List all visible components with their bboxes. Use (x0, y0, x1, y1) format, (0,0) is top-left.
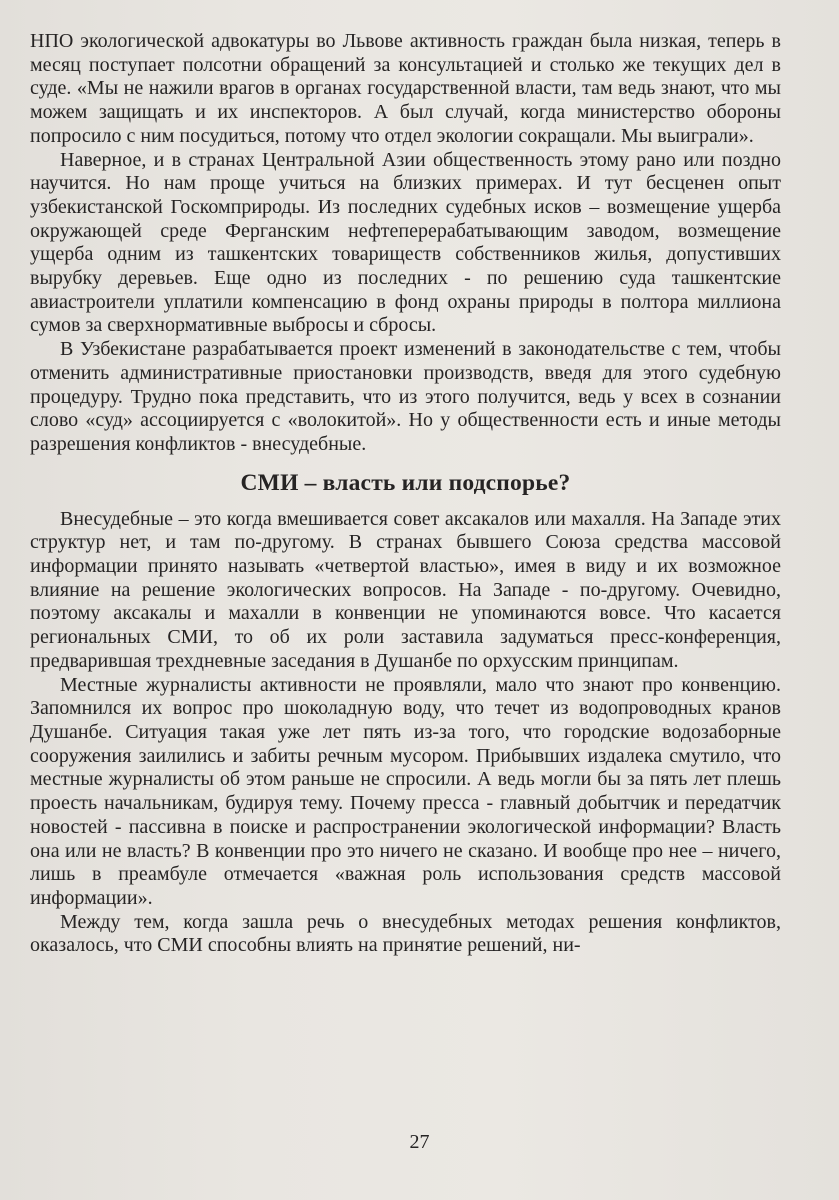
paragraph-lviv-ngo: НПО экологической адвокатуры во Львове активность граждан была низкая, теперь в месяц поступает полсотни обращений за консультацией и столько же текущих дел в суде. «Мы не нажили врагов в органах государственной власти, там ведь знают, что мы можем защищать и их инспекторов. А был случай, когда министерство обороны попросило с ним посудиться, потому что отдел экологии сокращали. Мы выиграли». (30, 30, 781, 147)
section-heading: СМИ – власть или подспорье? (240, 469, 571, 496)
paragraph-extrajudicial: Внесудебные – это когда вмешивается совет аксакалов или махалля. На Западе этих структур нет, и там по-другому. В странах бывшего Союза средства массовой информации принято называть «четвертой властью», имея в виду и их возможное влияние на решение экологических вопросов. На Западе - по-другому. Очевидно, поэтому аксакалы и махалли в конвенции не упоминаются вовсе. Что касается региональных СМИ, то об их роли заставила задуматься пресс-конференция, предварившая трехдневные заседания в Душанбе по орхусским принципам. (30, 507, 781, 672)
paragraph-central-asia: Наверное, и в странах Центральной Азии общественность этому рано или поздно научится. Но нам проще учиться на близких примерах. И тут бесценен опыт узбекистанской Госкомприроды. Из последних судебных исков – возмещение ущерба окружающей среде Ферганским нефтеперерабатывающим заводом, возмещение ущерба одним из ташкентских товариществ собственников жилья, допустивших вырубку деревьев. Еще одно из последних - по решению суда ташкентские авиастроители уплатили компенсацию в фонд охраны природы в полтора миллиона сумов за сверхнормативные выбросы и сбросы. (30, 148, 781, 337)
paragraph-uzbekistan-legislation: В Узбекистане разрабатывается проект изменений в законодательстве с тем, чтобы отменить административные приостановки производств, введя для этого судебную процедуру. Трудно пока представить, что из этого получится, ведь у всех в сознании слово «суд» ассоциируется с «волокитой». Но у общественности есть и иные методы разрешения конфликтов - внесудебные. (30, 338, 781, 455)
paragraph-local-journalists: Местные журналисты активности не проявляли, мало что знают про конвенцию. Запомнился их вопрос про шоколадную воду, что течет из водопроводных кранов Душанбе. Ситуация такая уже лет пять из-за того, что городские водозаборные сооружения заилились и забиты речным мусором. Прибывших издалека смутило, что местные журналисты об этом раньше не спросили. А ведь могли бы за пять лет плешь проесть начальникам, будируя тему. Почему пресса - главный добытчик и передатчик новостей - пассивна в поиске и распространении экологической информации? Власть она или не власть? В конвенции про это ничего не сказано. И вообще про нее – ничего, лишь в преамбуле отмечается «важная роль использования средств массовой информации». (30, 673, 781, 909)
paragraph-media-influence: Между тем, когда зашла речь о внесудебных методах решения конфликтов, оказалось, что СМИ способны влиять на принятие решений, ни- (30, 910, 781, 957)
page-number: 27 (409, 1131, 430, 1153)
